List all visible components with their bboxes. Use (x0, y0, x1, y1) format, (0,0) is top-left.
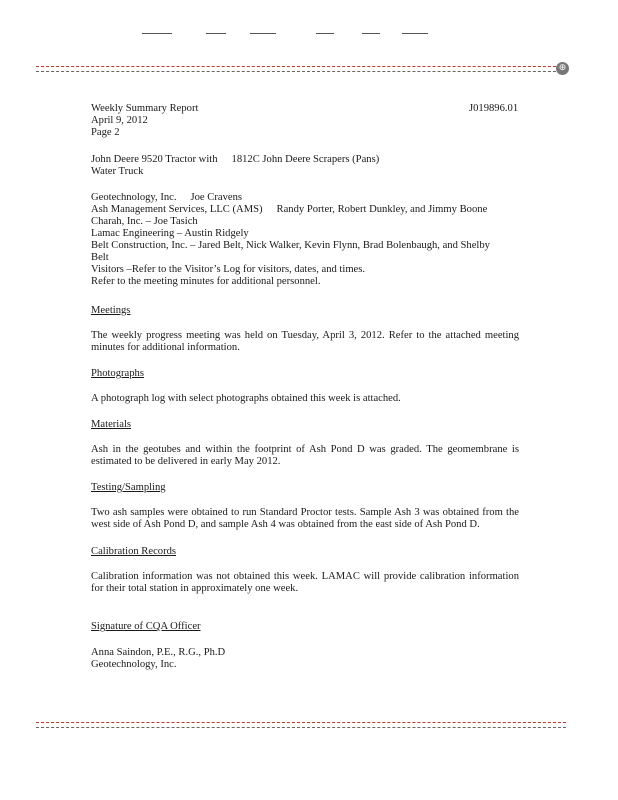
personnel-lamac: Lamac Engineering – Austin Ridgely (91, 228, 249, 239)
scan-artifact-band-top (36, 66, 566, 72)
personnel-ams-company: Ash Management Services, LLC (AMS) (91, 204, 263, 215)
personnel-item (91, 192, 519, 204)
page-number: Page 2 (91, 127, 120, 138)
section-heading-meetings: Meetings (91, 305, 131, 316)
scan-artifact-band-bottom (36, 722, 566, 728)
scan-artifact-line (250, 33, 276, 34)
equipment-scrapers: 1812C John Deere Scrapers (Pans) (231, 154, 380, 165)
equipment-item (91, 154, 519, 166)
equipment-truck: Water Truck (91, 166, 144, 177)
scan-artifact-line (206, 33, 226, 34)
section-body-photographs: A photograph log with select photographs obtained this week is attached. (91, 393, 401, 404)
scan-artifact-line (316, 33, 334, 34)
personnel-geo-company: Geotechnology, Inc. (91, 192, 177, 203)
equipment-list (91, 154, 519, 178)
signature-company: Geotechnology, Inc. (91, 659, 177, 670)
section-heading-materials: Materials (91, 419, 132, 430)
personnel-belt-line2: Belt (91, 252, 109, 263)
section-body-meetings: The weekly progress meeting was held on Tuesday, April 3, 2012. Refer to the attached meeting minutes for additional information. (91, 330, 519, 353)
section-heading-testing: Testing/Sampling (91, 482, 166, 493)
personnel-minutes: Refer to the meeting minutes for additional personnel. (91, 276, 321, 287)
staple-mark-icon: ⊕ (556, 62, 569, 75)
signature-name: Anna Saindon, P.E., R.G., Ph.D (91, 647, 226, 658)
section-heading-signature: Signature of CQA Officer (91, 621, 201, 632)
signature-block (91, 647, 519, 671)
section-heading-photographs: Photographs (91, 368, 144, 379)
personnel-visitors: Visitors –Refer to the Visitor’s Log for visitors, dates, and times. (91, 264, 366, 275)
report-date: April 9, 2012 (91, 115, 148, 126)
personnel-charah: Charah, Inc. – Joe Tasich (91, 216, 198, 227)
scan-artifact-line (402, 33, 428, 34)
equipment-tractor: John Deere 9520 Tractor with (91, 154, 218, 165)
personnel-geo-person: Joe Cravens (190, 192, 242, 203)
scan-artifact-line (142, 33, 172, 34)
section-body-calibration: Calibration information was not obtained this week. LAMAC will provide calibration information for their total station in approximately one week. (91, 571, 519, 594)
personnel-item (91, 204, 519, 216)
section-body-materials: Ash in the geotubes and within the footprint of Ash Pond D was graded. The geomembrane is estimated to be delivered in early May 2012. (91, 444, 519, 467)
document-id: J019896.01 (469, 103, 519, 114)
report-header (91, 103, 519, 139)
scan-artifact-line (362, 33, 380, 34)
section-heading-calibration: Calibration Records (91, 546, 177, 557)
report-title: Weekly Summary Report (91, 103, 199, 114)
personnel-ams-people: Randy Porter, Robert Dunkley, and Jimmy Boone (276, 204, 488, 215)
personnel-belt-line1: Belt Construction, Inc. – Jared Belt, Nick Walker, Kevin Flynn, Brad Bolenbaugh, and Shelby (91, 240, 490, 251)
section-body-testing: Two ash samples were obtained to run Standard Proctor tests. Sample Ash 3 was obtained from the west side of Ash Pond D, and sample Ash 4 was obtained from the east side of Ash Pond D. (91, 507, 519, 530)
personnel-list (91, 192, 519, 288)
